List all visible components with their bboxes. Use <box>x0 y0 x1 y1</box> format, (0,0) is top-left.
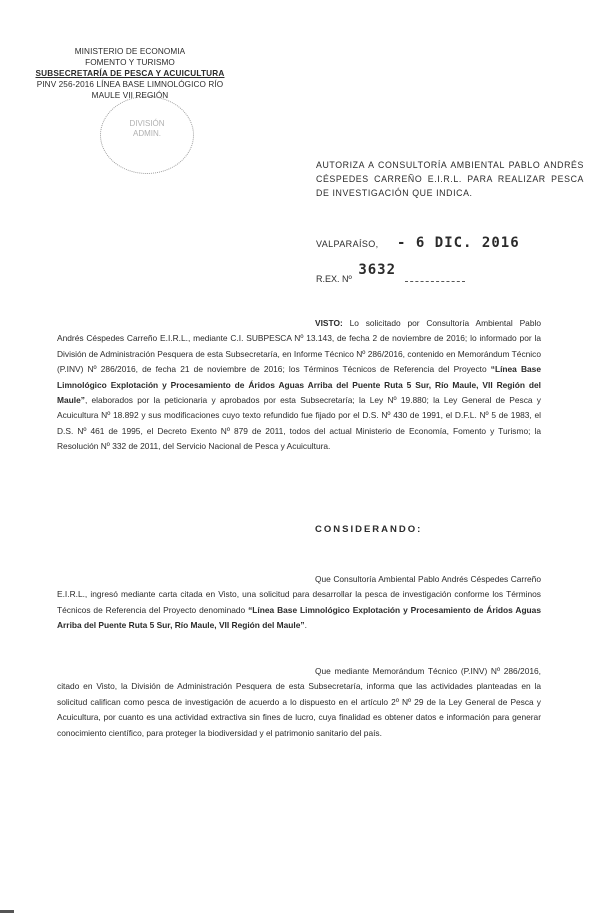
date-value: - 6 DIC. 2016 <box>397 235 520 251</box>
number-underline <box>405 281 465 282</box>
visto-text-2: , elaborados por la peticionaria y aprobados por esta Subsecretaría; la Ley Nº 19.880; la Ley General de Pesca y Acuicultura Nº 18.892 y sus modificaciones cuyo texto refundido fue fijado por el D.S. Nº 430 de 1991, el D.F.L. Nº 5 de 1983, el D.S. Nº 461 de 1995, el Decreto Exento Nº 879 de 2011, todos del actual Ministerio de Economía, Fomento y Turismo; la Resolución Nº 332 de 2011, del Servicio Nacional de Pesca y Acuicultura. <box>57 395 541 452</box>
c1-project-name: “Línea Base Limnológico Explotación y Procesamiento de Áridos Aguas Arriba del Puente Ruta 5 Sur, Río Maule, VII Región del Maule” <box>57 604 541 631</box>
visto-label: VISTO: <box>315 318 343 328</box>
considerando-paragraph-1 <box>57 572 541 634</box>
date-place: VALPARAÍSO, <box>316 239 379 249</box>
stamp-line-1: DIVISIÓN <box>129 119 165 128</box>
undersecretariat-name: SUBSECRETARÍA DE PESCA Y ACUICULTURA <box>35 69 225 78</box>
stamp-line-2: ADMIN. <box>133 129 161 138</box>
date-line <box>316 234 576 252</box>
considerando-paragraph-2: Que mediante Memorándum Técnico (P.INV) Nº 286/2016, citado en Visto, la División de Administración Pesquera de esta Subsecretaría, informa que las actividades planteadas en la solicitud califican como pesca de investigación de acuerdo a lo dispuesto en el artículo 2º Nº 29 de la Ley General de Pesca y Acuicultura, por cuanto es una actividad extractiva sin fines de lucro, cuya finalidad es obtener datos e información para generar conocimiento científico, para proteger la biodiversidad y el patrimonio sanitario del país. <box>57 666 541 738</box>
issuer-header <box>30 46 230 101</box>
visto-project-name: “Línea Base Limnológico Explotación y Procesamiento de Áridos Aguas Arriba del Puente Ruta 5 Sur, Río Maule, VII Región del Maule” <box>57 364 541 406</box>
resolution-number: 3632 <box>358 262 397 278</box>
ministry-subtitle: FOMENTO Y TURISMO <box>85 58 175 67</box>
region-reference: MAULE VII REGIÓN <box>91 91 169 100</box>
page-edge-mark <box>0 910 14 913</box>
official-stamp <box>100 96 194 174</box>
resolution-label: R.EX. Nº <box>316 274 352 284</box>
c1-text-1: Que Consultoría Ambiental Pablo Andrés Céspedes Carreño E.I.R.L., ingresó mediante carta citada en Visto, una solicitud para desarrollar la pesca de investigación conforme los Términos Técnicos de Referencia del Proyecto denominado <box>57 574 541 615</box>
file-reference: PINV 256-2016 LÍNEA BASE LIMNOLÓGICO RÍO <box>36 80 224 89</box>
ministry-name: MINISTERIO DE ECONOMIA <box>74 47 186 56</box>
considerando-heading: CONSIDERANDO: <box>315 524 423 535</box>
visto-text-1: Lo solicitado por Consultoría Ambiental Pablo Andrés Céspedes Carreño E.I.R.L., mediante C.I. SUBPESCA Nº 13.143, de fecha 2 de noviembre de 2016; lo informado por la División de Administración Pesquera de esta Subsecretaría, en Informe Técnico Nº 286/2016, contenido en Memorándum Técnico (P.INV) Nº 286/2016, de fecha 21 de noviembre de 2016; los Términos Técnicos de Referencia del Proyecto <box>57 318 541 375</box>
stamp-text <box>101 119 193 139</box>
resolution-subject: AUTORIZA A CONSULTORÍA AMBIENTAL PABLO ANDRÉS CÉSPEDES CARREÑO E.I.R.L. PARA REALIZAR PESCA DE INVESTIGACIÓN QUE INDICA. <box>316 160 584 198</box>
resolution-number-line <box>316 262 465 286</box>
c1-text-2: . <box>304 620 307 631</box>
visto-paragraph <box>57 316 541 455</box>
